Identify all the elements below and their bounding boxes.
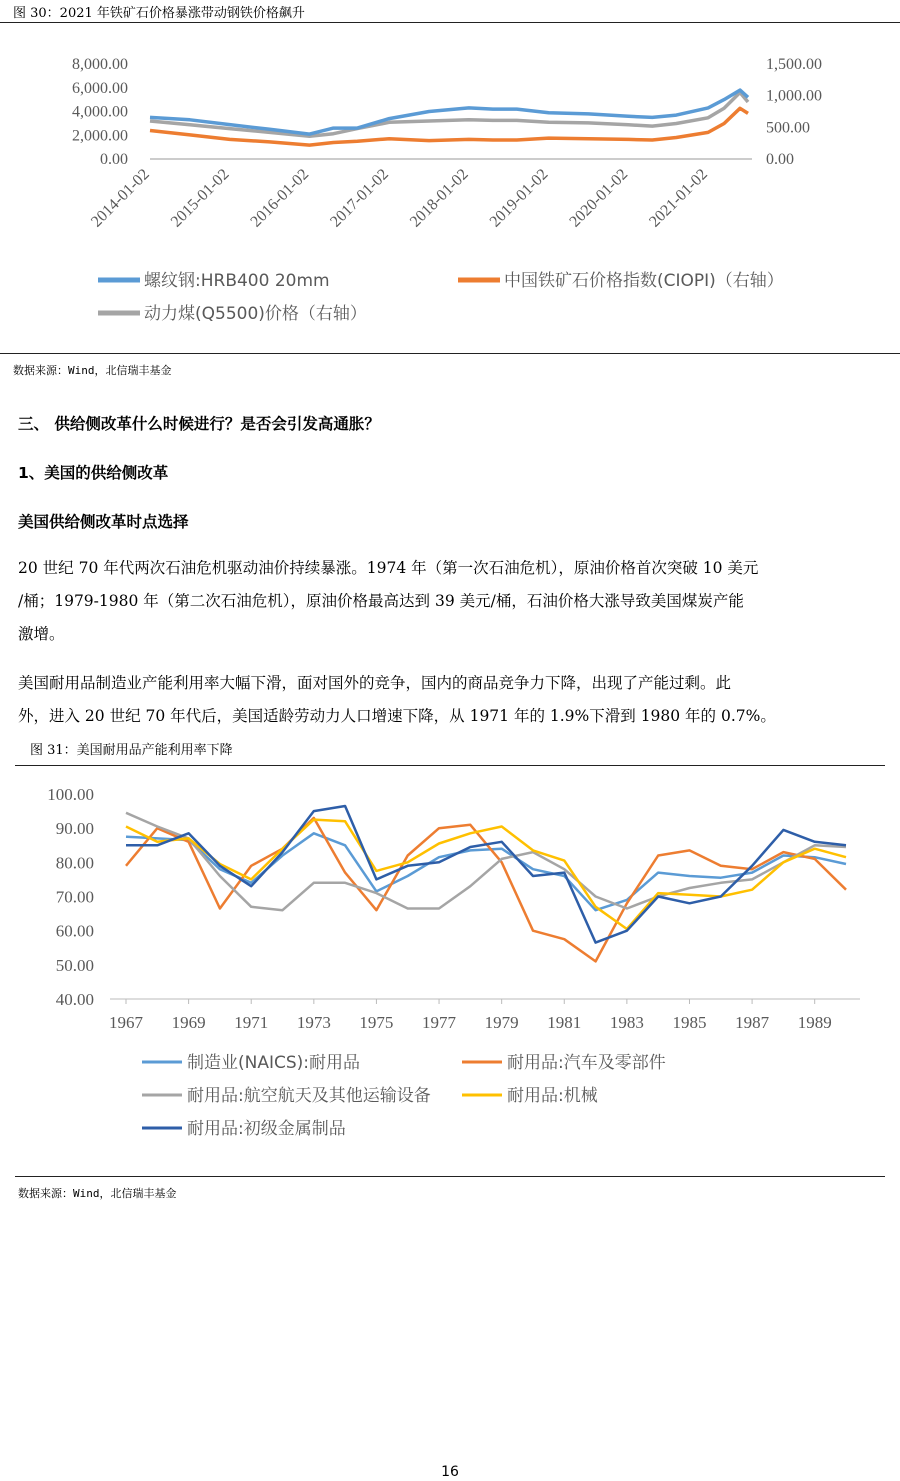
- figure-31-title: 图 31：美国耐用品产能利用率下降: [30, 743, 233, 758]
- x-tick-label: 1973: [296, 1013, 331, 1032]
- para1-line3: 激增。: [18, 625, 65, 643]
- section-heading-3: 三、 供给侧改革什么时候进行？是否会引发高通胀？: [18, 415, 380, 433]
- legend-label: 耐用品:汽车及零部件: [507, 1053, 666, 1073]
- x-tick-label: 1967: [109, 1013, 143, 1032]
- figure-30-top-rule: [0, 22, 900, 23]
- y-right-tick-label: 0.00: [766, 151, 794, 168]
- x-tick-label: 2019-01-02: [486, 165, 552, 231]
- x-tick-label: 1977: [422, 1013, 457, 1032]
- figure-30-bottom-rule: [0, 353, 900, 354]
- x-tick-label: 1983: [609, 1013, 644, 1032]
- series-line: [150, 93, 748, 137]
- legend-label: 耐用品:航空航天及其他运输设备: [187, 1086, 431, 1106]
- y-tick-label: 40.00: [55, 990, 94, 1009]
- y-left-tick-label: 8,000.00: [72, 56, 128, 73]
- y-left-tick-label: 2,000.00: [72, 127, 128, 145]
- x-tick-label: 2021-01-02: [646, 165, 711, 231]
- x-tick-label: 2015-01-02: [167, 165, 233, 231]
- x-tick-label: 2016-01-02: [247, 165, 313, 231]
- y-right-tick-label: 1,000.00: [766, 87, 822, 105]
- series-line: [150, 90, 748, 134]
- x-tick-label: 1985: [672, 1013, 707, 1032]
- y-right-tick-label: 1,500.00: [766, 56, 822, 73]
- x-tick-label: 1987: [735, 1013, 770, 1032]
- y-right-tick-label: 500.00: [766, 119, 810, 137]
- para1-line1: 20 世纪 70 年代两次石油危机驱动油价持续暴涨。1974 年（第一次石油危机），原油价格首次突破 10 美元: [18, 559, 759, 577]
- chart-durable-capacity: [0, 770, 900, 1170]
- paragraph-capacity: [18, 667, 888, 733]
- legend-label: 中国铁矿石价格指数(CIOPI)（右轴）: [504, 271, 784, 291]
- y-tick-label: 90.00: [55, 819, 94, 839]
- section-heading-1: 1、美国的供给侧改革: [18, 464, 169, 482]
- para1-line2: /桶；1979-1980 年（第二次石油危机），原油价格最高达到 39 美元/桶，石油价格大涨导致美国煤炭产能: [18, 592, 744, 610]
- page-number: 16: [441, 1464, 459, 1480]
- x-tick-label: 1981: [547, 1013, 582, 1032]
- paragraph-oil-crisis: [18, 552, 888, 651]
- figure-30-title: 图 30：2021 年铁矿石价格暴涨带动钢铁价格飙升: [13, 6, 305, 21]
- para2-line1: 美国耐用品制造业产能利用率大幅下滑，面对国外的竞争，国内的商品竞争力下降，出现了产能过剩。此: [18, 674, 732, 692]
- x-tick-label: 1989: [797, 1013, 832, 1032]
- y-tick-label: 100.00: [47, 785, 94, 804]
- x-tick-label: 2014-01-02: [88, 165, 153, 231]
- subsection-heading: 美国供给侧改革时点选择: [18, 513, 189, 531]
- x-tick-label: 1969: [171, 1013, 206, 1032]
- x-tick-label: 1975: [359, 1013, 394, 1032]
- para2-line2: 外，进入 20 世纪 70 年代后，美国适龄劳动力人口增速下降，从 1971 年的 1.9%下滑到 1980 年的 0.7%。: [18, 707, 776, 725]
- y-tick-label: 50.00: [55, 955, 94, 975]
- y-tick-label: 60.00: [55, 921, 94, 941]
- legend-label: 动力煤(Q5500)价格（右轴）: [144, 304, 367, 324]
- series-line: [126, 813, 846, 910]
- figure-30-source: 数据来源：Wind，北信瑞丰基金: [13, 364, 172, 377]
- y-left-tick-label: 0.00: [100, 151, 128, 168]
- x-tick-label: 1979: [484, 1013, 519, 1032]
- legend-label: 耐用品:初级金属制品: [187, 1119, 346, 1139]
- legend-label: 耐用品:机械: [507, 1086, 598, 1106]
- legend-label: 制造业(NAICS):耐用品: [187, 1053, 361, 1073]
- x-tick-label: 2017-01-02: [327, 165, 393, 231]
- x-tick-label: 2020-01-02: [566, 165, 632, 231]
- y-left-tick-label: 4,000.00: [72, 103, 128, 121]
- x-tick-label: 2018-01-02: [406, 165, 472, 231]
- y-left-tick-label: 6,000.00: [72, 79, 128, 97]
- chart-steel-iron-coal: [0, 30, 900, 330]
- y-tick-label: 70.00: [55, 887, 94, 907]
- legend-label: 螺纹钢:HRB400 20mm: [144, 271, 330, 291]
- x-tick-label: 1971: [234, 1013, 269, 1032]
- figure-31-bottom-rule: [15, 1176, 885, 1177]
- y-tick-label: 80.00: [55, 853, 94, 873]
- figure-31-top-rule: [15, 765, 885, 766]
- figure-31-source: 数据来源：Wind，北信瑞丰基金: [18, 1187, 177, 1200]
